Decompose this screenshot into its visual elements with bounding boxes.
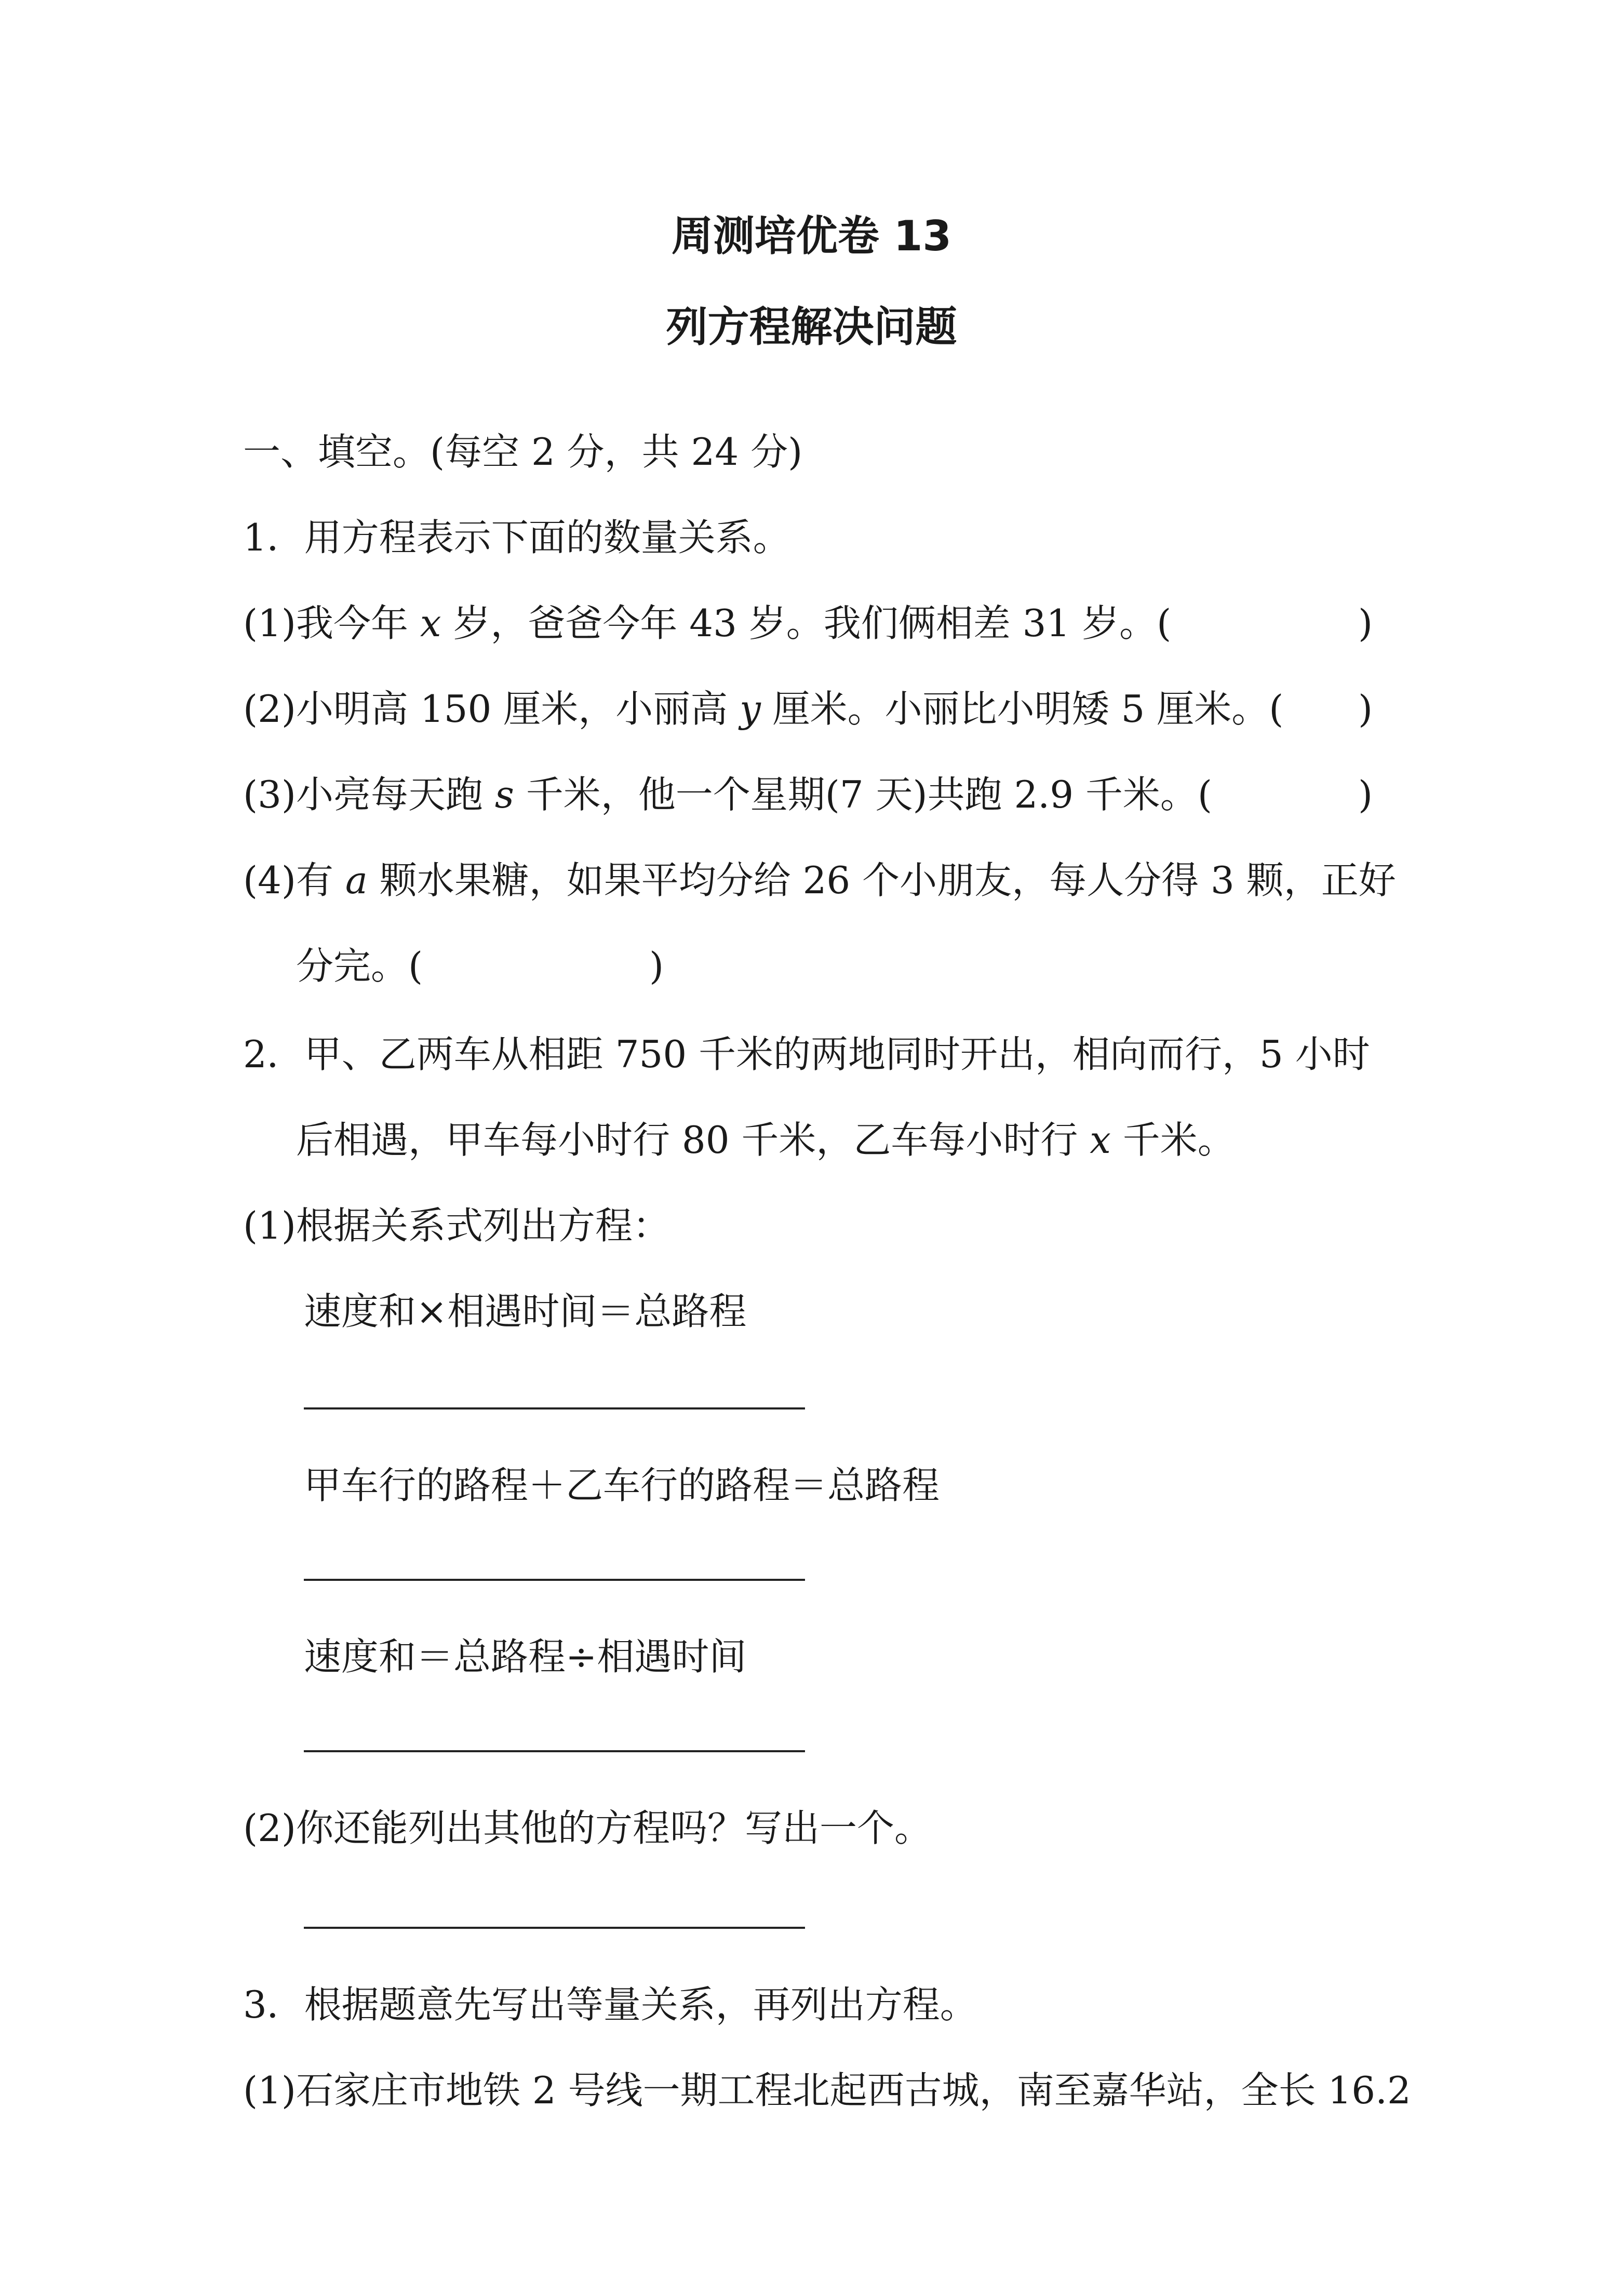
answer-blank[interactable] — [304, 1927, 805, 1929]
answer-blank[interactable] — [304, 1750, 805, 1752]
question-3-part-1: (1)石家庄市地铁 2 号线一期工程北起西古城，南至嘉华站，全长 16.2 — [243, 2069, 1411, 2112]
answer-paren-close: ) — [1358, 687, 1373, 731]
question-1-part-2: (2)小明高 150 厘米，小丽高 y 厘米。小丽比小明矮 5 厘米。( — [243, 687, 1284, 731]
section-heading: 一、填空。(每空 2 分，共 24 分) — [243, 430, 803, 474]
relation-3: 速度和＝总路程÷相遇时间 — [304, 1635, 747, 1679]
question-1-part-4: (4)有 a 颗水果糖，如果平均分给 26 个小朋友，每人分得 3 颗，正好 — [243, 858, 1396, 902]
question-1-part-1: (1)我今年 x 岁，爸爸今年 43 岁。我们俩相差 31 岁。( — [243, 601, 1172, 645]
page-title: 周测培优卷 13 — [671, 212, 952, 260]
question-1-part-4-cont: 分完。( — [296, 944, 423, 988]
question-1-part-3: (3)小亮每天跑 s 千米，他一个星期(7 天)共跑 2.9 千米。( — [243, 773, 1212, 816]
answer-blank[interactable] — [304, 1407, 805, 1409]
answer-paren-close: ) — [1358, 601, 1373, 645]
question-2-part-2: (2)你还能列出其他的方程吗？写出一个。 — [243, 1806, 932, 1850]
question-2-stem: 2．甲、乙两车从相距 750 千米的两地同时开出，相向而行，5 小时 — [243, 1032, 1370, 1076]
question-2-stem-cont: 后相遇，甲车每小时行 80 千米，乙车每小时行 x 千米。 — [296, 1118, 1235, 1162]
relation-2: 甲车行的路程＋乙车行的路程＝总路程 — [304, 1463, 940, 1507]
question-2-part-1: (1)根据关系式列出方程： — [243, 1204, 670, 1247]
answer-paren-close: ) — [1358, 773, 1373, 816]
relation-1: 速度和×相遇时间＝总路程 — [304, 1290, 747, 1333]
answer-blank[interactable] — [304, 1579, 805, 1581]
page-subtitle: 列方程解决问题 — [666, 303, 957, 351]
question-3-stem: 3．根据题意先写出等量关系，再列出方程。 — [243, 1983, 977, 2026]
answer-paren-close: ) — [649, 944, 664, 988]
question-1-stem: 1．用方程表示下面的数量关系。 — [243, 516, 790, 559]
